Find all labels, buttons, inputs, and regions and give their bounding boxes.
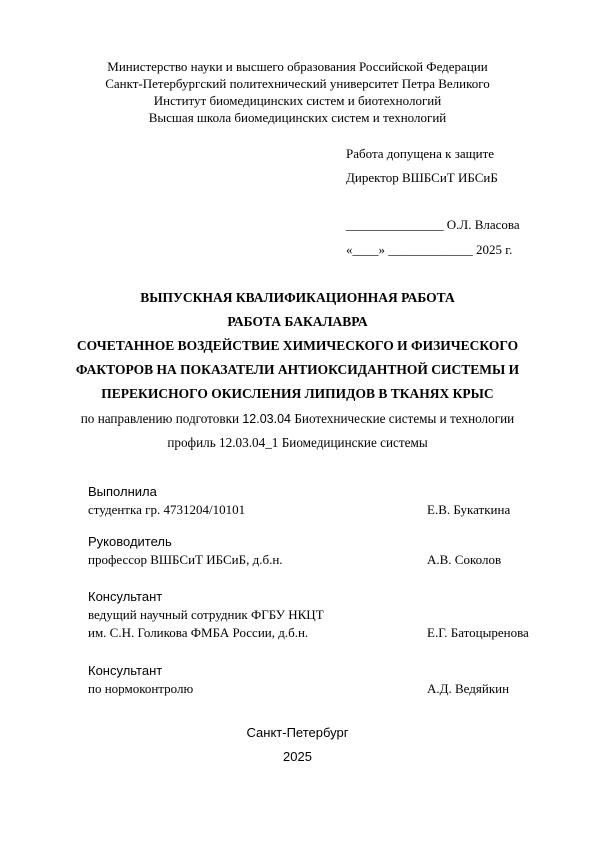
school-line: Высшая школа биомедицинских систем и технологий	[148, 110, 447, 125]
work-level: РАБОТА БАКАЛАВРА	[227, 314, 368, 329]
normcontrol-role: Консультант	[88, 663, 163, 678]
organization-header	[0, 58, 595, 126]
city: Санкт-Петербург	[246, 725, 349, 740]
institute-line: Институт биомедицинских систем и биотехнологий	[153, 93, 442, 108]
performer-desc: студентка гр. 4731204/10101	[88, 502, 246, 517]
work-kind: ВЫПУСКНАЯ КВАЛИФИКАЦИОННАЯ РАБОТА	[140, 290, 455, 305]
direction-name: Биотехнические системы и технологии	[291, 411, 515, 426]
direction-code: 12.03.04	[242, 412, 292, 426]
supervisor-desc: профессор ВШБСиТ ИБСиБ, д.б.н.	[88, 552, 283, 567]
supervisor-name: А.В. Соколов	[427, 552, 502, 567]
approval-director: Директор ВШБСиТ ИБСиБ	[346, 170, 498, 185]
consultant-desc-1: ведущий научный сотрудник ФГБУ НКЦТ	[88, 607, 324, 622]
topic-line-2: ФАКТОРОВ НА ПОКАЗАТЕЛИ АНТИОКСИДАНТНОЙ СИСТЕМЫ И	[75, 362, 520, 377]
supervisor-role: Руководитель	[88, 534, 172, 549]
normcontrol-name: А.Д. Ведяйкин	[427, 681, 510, 696]
topic-line-1: СОЧЕТАННОЕ ВОЗДЕЙСТВИЕ ХИМИЧЕСКОГО И ФИЗИЧЕСКОГО	[76, 338, 519, 353]
consultant-role: Консультант	[88, 589, 163, 604]
normcontrol-desc: по нормоконтролю	[88, 681, 194, 696]
consultant-name: Е.Г. Батоцыренова	[427, 625, 529, 640]
performer-name: Е.В. Букаткина	[427, 502, 511, 517]
approval-date: «____» _____________ 2025 г.	[346, 242, 513, 257]
direction-prefix: по направлению подготовки	[80, 411, 243, 426]
university-line: Санкт-Петербургский политехнический университет Петра Великого	[105, 76, 490, 91]
approval-line: Работа допущена к защите	[346, 146, 495, 161]
ministry-line: Министерство науки и высшего образования Российской Федерации	[107, 59, 488, 74]
consultant-desc-2: им. С.Н. Голикова ФМБА России, д.б.н.	[88, 625, 309, 640]
direction-line	[0, 411, 595, 427]
performer-role: Выполнила	[88, 484, 157, 499]
year: 2025	[283, 749, 312, 764]
topic-line-3: ПЕРЕКИСНОГО ОКИСЛЕНИЯ ЛИПИДОВ В ТКАНЯХ КРЫС	[101, 386, 494, 401]
approval-signature: _______________ О.Л. Власова	[346, 217, 520, 232]
profile-line: профиль 12.03.04_1 Биомедицинские системы	[167, 435, 428, 450]
